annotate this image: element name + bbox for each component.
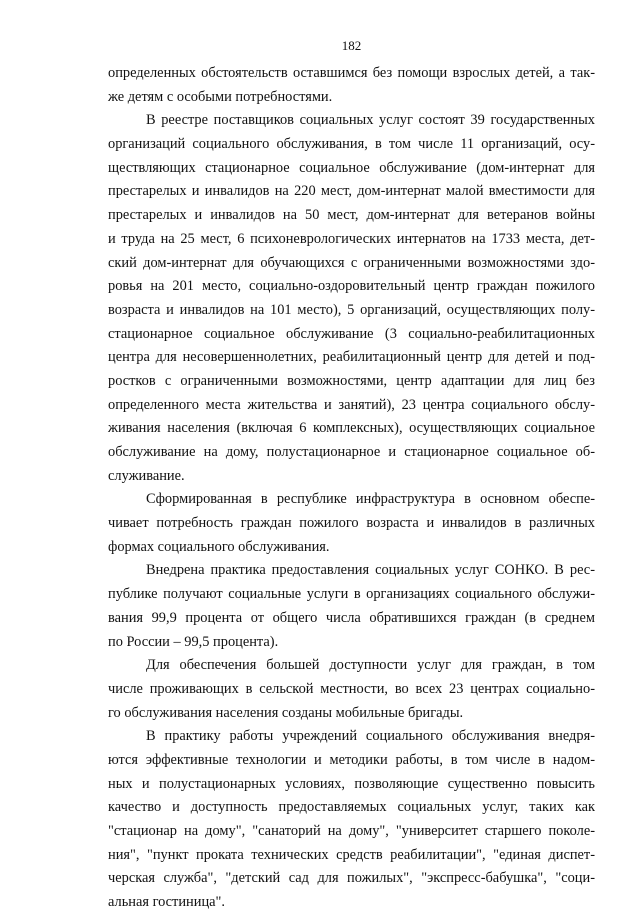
- text-line: Внедрена практика предоставления социальных услуг СОНКО. В рес-: [146, 562, 595, 579]
- text-line: служивание.: [108, 467, 185, 484]
- text-line: вания 99,9 процента от общего числа обратившихся граждан (в среднем: [108, 609, 595, 626]
- text-line: ростков с ограниченными возможностями, центр адаптации для лиц без: [108, 372, 595, 389]
- text-line: центра для несовершеннолетних, реабилитационный центр для детей и под-: [108, 349, 595, 366]
- text-line: В практику работы учреждений социального обслуживания внедря-: [146, 728, 595, 745]
- document-body: [108, 62, 595, 915]
- text-line: альная гостиница".: [108, 894, 226, 911]
- document-page: [108, 38, 595, 915]
- text-line: В реестре поставщиков социальных услуг состоят 39 государственных: [146, 112, 595, 129]
- text-line: живания населения (включая 6 комплексных), осуществляющих социальное: [108, 420, 595, 437]
- text-line: определенных обстоятельств оставшимся без помощи взрослых детей, а так-: [108, 65, 595, 81]
- text-line: Сформированная в республике инфраструктура в основном обеспе-: [146, 491, 595, 508]
- text-line: "стационар на дому", "санаторий на дому", "университет старшего поколе-: [108, 823, 595, 839]
- text-line: престарелых и инвалидов на 50 мест, дом-интернат для ветеранов войны: [108, 207, 595, 224]
- text-line: престарелых и инвалидов на 220 мест, дом-интернат малой вместимости для: [108, 183, 595, 200]
- text-line: качество и доступность предоставляемых социальных услуг, таких как: [108, 799, 595, 816]
- text-line: ния", "пункт проката технических средств реабилитации", "единая диспет-: [108, 846, 595, 863]
- text-line: и труда на 25 мест, 6 психоневрологических интернатов на 1733 места, дет-: [108, 230, 595, 247]
- text-line: по России – 99,5 процента).: [108, 633, 279, 650]
- text-line: определенного места жительства и занятий), 23 центра социального обслу-: [108, 396, 595, 413]
- text-line: ровья на 201 место, социально-оздоровительный центр граждан пожилого: [108, 278, 595, 295]
- text-line: стационарное социальное обслуживание (3 социально-реабилитационных: [108, 325, 595, 342]
- text-line: же детям с особыми потребностями.: [108, 88, 333, 105]
- page-number: 182: [341, 38, 362, 53]
- paragraph: [108, 559, 595, 654]
- text-line: числе проживающих в сельской местности, во всех 23 центрах социально-: [108, 680, 595, 697]
- text-line: Для обеспечения большей доступности услуг для граждан, в том: [146, 657, 595, 674]
- text-line: организаций социального обслуживания, в том числе 11 организаций, осу-: [108, 136, 595, 153]
- text-line: возраста и инвалидов на 101 место), 5 организаций, осуществляющих полу-: [108, 301, 595, 318]
- text-line: ются эффективные технологии и методики работы, в том числе в надом-: [108, 751, 595, 768]
- text-line: формах социального обслуживания.: [108, 538, 330, 555]
- text-line: чивает потребность граждан пожилого возраста и инвалидов в различных: [108, 515, 595, 532]
- text-line: го обслуживания населения созданы мобильные бригады.: [108, 704, 464, 721]
- text-line: ществляющих стационарное социальное обслуживание (дом-интернат для: [108, 159, 595, 176]
- paragraph: [108, 488, 595, 559]
- paragraph: [108, 654, 595, 725]
- text-line: ский дом-интернат для обучающихся с ограниченными возможностями здо-: [108, 254, 595, 271]
- paragraph: [108, 62, 595, 109]
- paragraph: [108, 109, 595, 488]
- paragraph: [108, 725, 595, 915]
- text-line: обслуживание на дому, полустационарное и стационарное социальное об-: [108, 444, 595, 460]
- text-line: ных и полустационарных условиях, позволяющие существенно повысить: [108, 775, 595, 792]
- text-line: публике получают социальные услуги в организациях социального обслужи-: [108, 586, 595, 603]
- text-line: черская служба", "детский сад для пожилых", "экспресс-бабушка", "соци-: [108, 870, 595, 887]
